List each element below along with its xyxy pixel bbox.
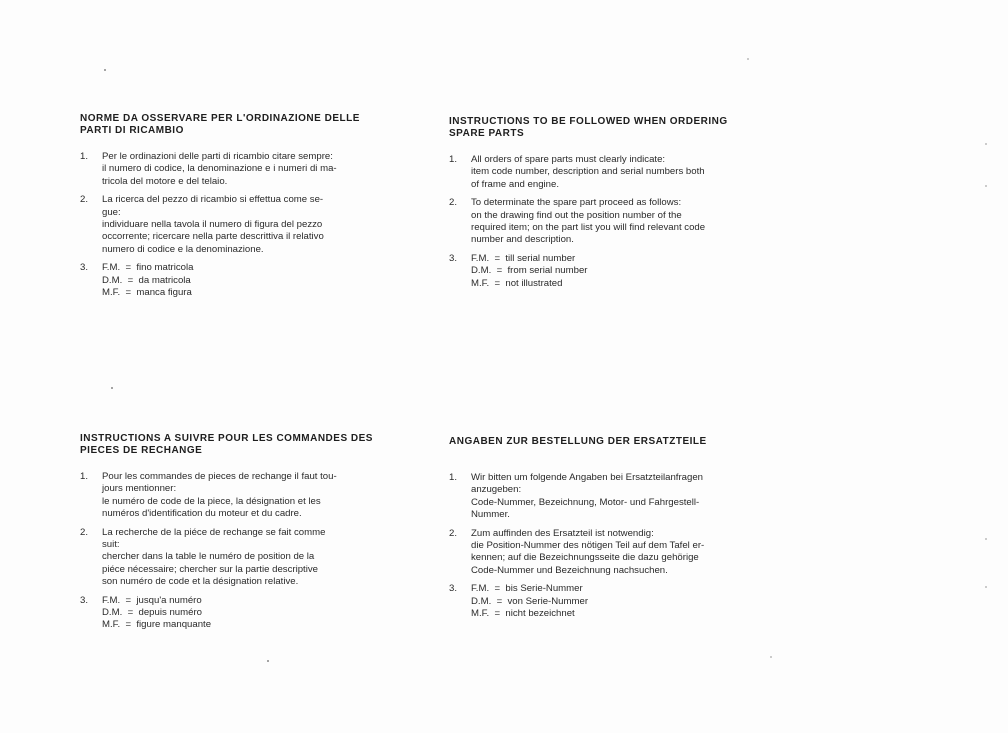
list-item [80, 527, 380, 589]
list-item [449, 253, 749, 290]
item-text: To determinate the spare part proceed as follows: on the drawing find out the position number of the required item; on the part list you will find relevant code number and description. [471, 197, 706, 246]
scan-speck [985, 185, 987, 187]
item-number: 1. [449, 154, 458, 165]
abbreviation-row: M.F. = figure manquante [102, 619, 212, 631]
section-title: INSTRUCTIONS TO BE FOLLOWED WHEN ORDERING SPARE PARTS [449, 116, 728, 139]
item-text: La ricerca del pezzo di ricambio si effettua come se- gue: individuare nella tavola il numero di figura del pezzo occorrente; ricercare nella parte descrittiva il relativo numero di codice e la denominazione. [102, 194, 324, 255]
scan-speck [985, 538, 987, 540]
abbreviation-row: F.M. = fino matricola [102, 262, 194, 274]
item-text: Per le ordinazioni delle parti di ricambio citare sempre: il numero di codice, la denominazione e i numeri di ma- tricola del motore e del telaio. [102, 151, 337, 187]
item-number: 3. [80, 262, 89, 274]
list-item [80, 595, 380, 632]
list-item [449, 197, 749, 247]
abbreviation-row: M.F. = nicht bezeichnet [471, 608, 575, 620]
abbreviation-row: M.F. = manca figura [102, 287, 192, 299]
scan-speck [985, 586, 987, 588]
section-english [449, 116, 749, 296]
item-number: 1. [80, 151, 89, 162]
item-number: 2. [449, 527, 458, 539]
abbreviation-row: D.M. = depuis numéro [102, 607, 202, 619]
item-number: 2. [449, 197, 458, 209]
item-number: 2. [80, 194, 89, 206]
item-number: 3. [80, 594, 89, 606]
section-title: INSTRUCTIONS A SUIVRE POUR LES COMMANDES DES PIECES DE RECHANGE [80, 433, 373, 456]
abbreviation-row: M.F. = not illustrated [471, 277, 563, 289]
scan-speck [770, 656, 772, 658]
scan-speck [985, 143, 987, 145]
abbreviation-row: F.M. = jusqu'a numéro [102, 594, 202, 606]
list-item [449, 583, 749, 620]
list-item [449, 154, 749, 191]
abbreviation-row: D.M. = from serial number [471, 265, 588, 277]
section-french [80, 433, 380, 638]
abbreviation-row: D.M. = da matricola [102, 274, 191, 286]
item-number: 1. [80, 471, 89, 482]
item-number: 1. [449, 472, 458, 483]
list-item [449, 472, 749, 522]
abbreviation-row: D.M. = von Serie-Nummer [471, 595, 589, 607]
item-text: Wir bitten um folgende Angaben bei Ersatzteilanfragen anzugeben: Code-Nummer, Bezeichnung, Motor- und Fahrgestell- Nummer. [471, 472, 703, 521]
list-item [449, 528, 749, 578]
item-number: 2. [80, 526, 89, 538]
list-item [80, 194, 380, 256]
item-text: La recherche de la piéce de rechange se fait comme suit: chercher dans la table le numéro de position de la piéce nécessaire; chercher sur la partie descriptive son numéro de code et la désignation relative. [102, 526, 326, 588]
section-title: NORME DA OSSERVARE PER L'ORDINAZIONE DELLE PARTI DI RICAMBIO [80, 113, 360, 136]
item-number: 3. [449, 252, 458, 264]
scan-speck [111, 387, 113, 389]
list-item [80, 262, 380, 299]
list-item [80, 151, 380, 188]
list-item [80, 471, 380, 521]
scan-speck [267, 660, 269, 662]
scan-speck [747, 58, 749, 60]
scan-speck [104, 69, 106, 71]
item-text: Zum auffinden des Ersatzteil ist notwendig: die Position-Nummer des nötigen Teil auf dem Tafel er- kennen; auf die Bezeichnungsseite die dazu gehörige Code-Nummer und Bezeichnung nachsuchen. [471, 527, 705, 576]
item-text: All orders of spare parts must clearly indicate: item code number, description and serial numbers both of frame and engine. [471, 154, 705, 190]
item-text: Pour les commandes de pieces de rechange il faut tou- jours mentionner: le numéro de code de la piece, la désignation et les numéros d'identification du moteur et du cadre. [102, 471, 337, 520]
section-german [449, 436, 749, 626]
section-italian [80, 113, 380, 305]
abbreviation-row: F.M. = bis Serie-Nummer [471, 583, 583, 595]
item-number: 3. [449, 583, 458, 595]
abbreviation-row: F.M. = till serial number [471, 252, 576, 264]
section-title: ANGABEN ZUR BESTELLUNG DER ERSATZTEILE [449, 436, 707, 447]
